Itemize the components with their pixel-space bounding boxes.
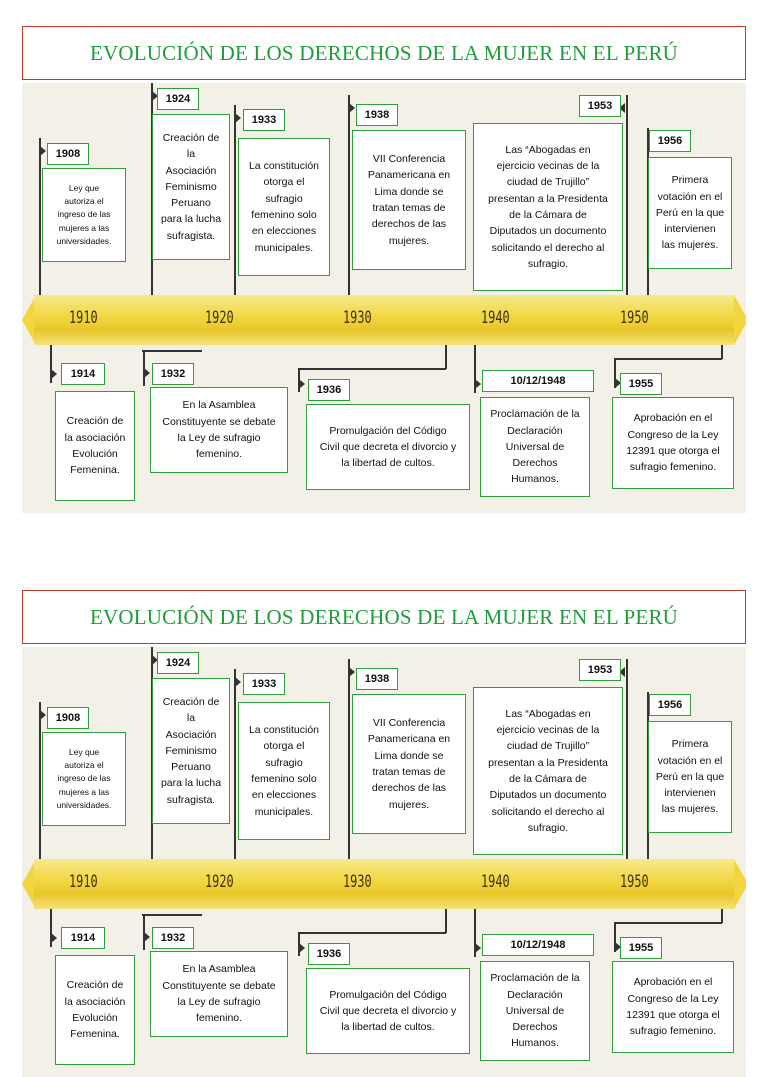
connector-line: [142, 350, 202, 352]
connector-line: [298, 932, 446, 934]
event-text-1932: En la Asamblea Constituyente se debate la Ley de sufragio femenino.: [150, 951, 288, 1037]
page-title: EVOLUCIÓN DE LOS DERECHOS DE LA MUJER EN EL PERÚ: [22, 26, 746, 80]
event-year-10-12-1948: 10/12/1948: [482, 370, 594, 392]
connector-line: [39, 138, 41, 295]
event-year-1938: 1938: [356, 104, 398, 126]
marker-flag: [51, 933, 57, 943]
event-text-10-12-1948: Proclamación de la Declaración Universal de Derechos Humanos.: [480, 961, 590, 1061]
event-text-1955: Aprobación en el Congreso de la Ley 12391 que otorga el sufragio femenino.: [612, 397, 734, 489]
connector-line: [626, 659, 628, 859]
event-year-1953: 1953: [579, 659, 621, 681]
timeline-sheet: [0, 0, 768, 500]
event-text-1924: Creación de la Asociación Feminismo Peruano para la lucha sufragista.: [152, 114, 230, 260]
marker-flag: [144, 368, 150, 378]
connector-line: [298, 368, 446, 370]
connector-line: [39, 702, 41, 859]
connector-line: [348, 659, 350, 859]
event-text-10-12-1948: Proclamación de la Declaración Universal de Derechos Humanos.: [480, 397, 590, 497]
decade-label: 1930: [343, 308, 372, 328]
marker-flag: [235, 677, 241, 687]
timeline-bar-right-tip: [734, 859, 746, 909]
event-year-1933: 1933: [243, 673, 285, 695]
marker-flag: [51, 369, 57, 379]
timeline-bar-right-tip: [734, 295, 746, 345]
event-year-1956: 1956: [649, 694, 691, 716]
marker-flag: [349, 103, 355, 113]
decade-label: 1910: [69, 872, 98, 892]
event-text-1936: Promulgación del Código Civil que decreta el divorcio y la libertad de cultos.: [306, 968, 470, 1054]
event-text-1908: Ley que autoriza el ingreso de las mujeres a las universidades.: [42, 732, 126, 826]
decade-label: 1930: [343, 872, 372, 892]
marker-flag: [299, 943, 305, 953]
event-text-1956: Primera votación en el Perú en la que intervienen las mujeres.: [648, 157, 732, 269]
event-year-1933: 1933: [243, 109, 285, 131]
event-year-1908: 1908: [47, 707, 89, 729]
marker-flag: [235, 113, 241, 123]
event-year-1908: 1908: [47, 143, 89, 165]
event-text-1914: Creación de la asociación Evolución Femenina.: [55, 955, 135, 1065]
event-year-1936: 1936: [308, 379, 350, 401]
event-text-1938: VII Conferencia Panamericana en Lima donde se tratan temas de derechos de las mujeres.: [352, 694, 466, 834]
connector-line: [348, 95, 350, 295]
marker-flag: [475, 379, 481, 389]
marker-flag: [299, 379, 305, 389]
event-text-1924: Creación de la Asociación Feminismo Peruano para la lucha sufragista.: [152, 678, 230, 824]
decade-label: 1920: [205, 308, 234, 328]
connector-line: [234, 105, 236, 295]
event-text-1932: En la Asamblea Constituyente se debate la Ley de sufragio femenino.: [150, 387, 288, 473]
event-text-1956: Primera votación en el Perú en la que intervienen las mujeres.: [648, 721, 732, 833]
event-text-1955: Aprobación en el Congreso de la Ley 12391 que otorga el sufragio femenino.: [612, 961, 734, 1053]
event-year-1956: 1956: [649, 130, 691, 152]
connector-line: [142, 914, 202, 916]
timeline-panel: [22, 83, 746, 513]
event-year-1914: 1914: [61, 927, 105, 949]
event-year-1924: 1924: [157, 652, 199, 674]
marker-flag: [40, 146, 46, 156]
connector-line: [721, 345, 723, 359]
event-text-1933: La constitución otorga el sufragio femenino solo en elecciones municipales.: [238, 702, 330, 840]
event-text-1933: La constitución otorga el sufragio femenino solo en elecciones municipales.: [238, 138, 330, 276]
event-year-1932: 1932: [152, 363, 194, 385]
event-year-1953: 1953: [579, 95, 621, 117]
timeline-sheet-copy: [0, 564, 768, 1064]
event-year-10-12-1948: 10/12/1948: [482, 934, 594, 956]
decade-label: 1940: [481, 308, 510, 328]
event-text-1953: Las “Abogadas en ejercicio vecinas de la ciudad de Trujillo” presentan a la Presidenta de la Cámara de Diputados un documento solicitando el derecho al sufragio.: [473, 687, 623, 855]
decade-label: 1950: [620, 872, 649, 892]
event-year-1955: 1955: [620, 937, 662, 959]
marker-flag: [475, 943, 481, 953]
event-year-1955: 1955: [620, 373, 662, 395]
event-text-1953: Las “Abogadas en ejercicio vecinas de la ciudad de Trujillo” presentan a la Presidenta de la Cámara de Diputados un documento solicitando el derecho al sufragio.: [473, 123, 623, 291]
connector-line: [614, 358, 722, 360]
event-year-1932: 1932: [152, 927, 194, 949]
connector-line: [445, 909, 447, 933]
marker-flag: [40, 710, 46, 720]
connector-line: [445, 345, 447, 369]
decade-label: 1920: [205, 872, 234, 892]
marker-flag: [349, 667, 355, 677]
decade-label: 1950: [620, 308, 649, 328]
marker-flag: [144, 932, 150, 942]
connector-line: [614, 922, 722, 924]
event-text-1938: VII Conferencia Panamericana en Lima donde se tratan temas de derechos de las mujeres.: [352, 130, 466, 270]
event-text-1914: Creación de la asociación Evolución Femenina.: [55, 391, 135, 501]
event-text-1936: Promulgación del Código Civil que decreta el divorcio y la libertad de cultos.: [306, 404, 470, 490]
event-year-1914: 1914: [61, 363, 105, 385]
event-text-1908: Ley que autoriza el ingreso de las mujeres a las universidades.: [42, 168, 126, 262]
event-year-1924: 1924: [157, 88, 199, 110]
event-year-1936: 1936: [308, 943, 350, 965]
timeline-panel: [22, 647, 746, 1077]
decade-label: 1940: [481, 872, 510, 892]
connector-line: [234, 669, 236, 859]
connector-line: [721, 909, 723, 923]
page-title: EVOLUCIÓN DE LOS DERECHOS DE LA MUJER EN EL PERÚ: [22, 590, 746, 644]
connector-line: [626, 95, 628, 295]
event-year-1938: 1938: [356, 668, 398, 690]
decade-label: 1910: [69, 308, 98, 328]
